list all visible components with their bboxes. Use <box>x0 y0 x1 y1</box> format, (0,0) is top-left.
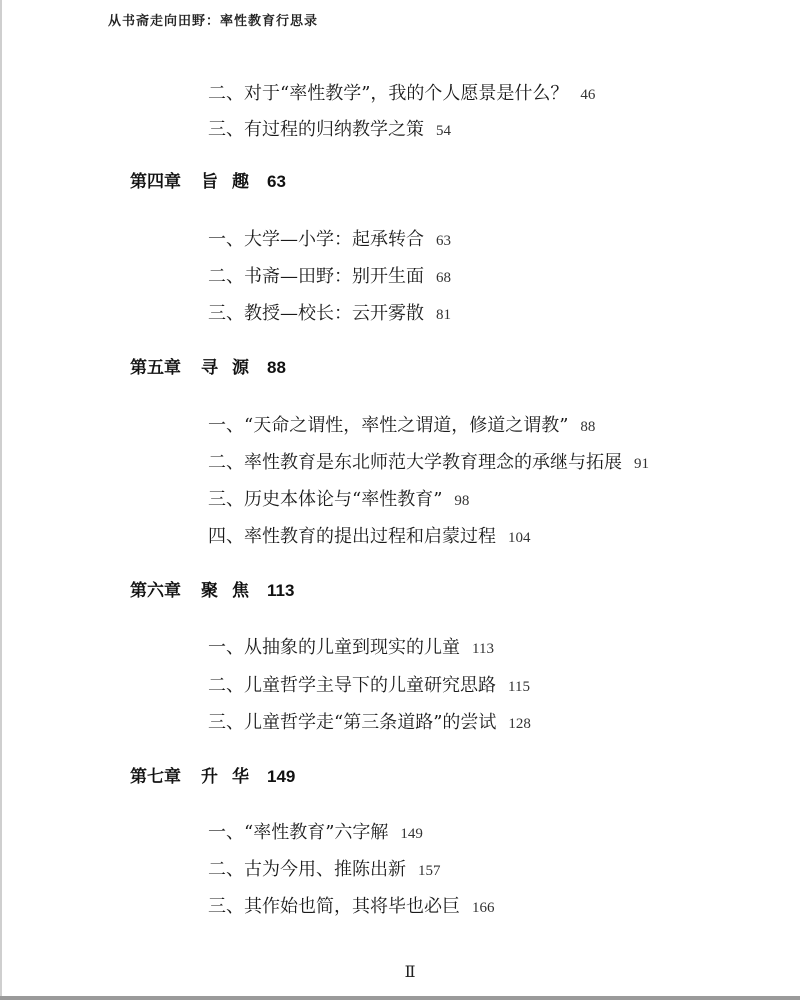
toc-entry-page-number: 68 <box>436 270 451 286</box>
toc-entry-title: 二、古为今用、推陈出新 <box>208 859 406 880</box>
toc-entry-page-number: 81 <box>436 307 451 323</box>
chapter-title: 升华 <box>201 767 263 787</box>
toc-entry[interactable] <box>208 637 494 660</box>
toc-entry-title: 二、对于“率性教学”，我的个人愿景是什么？ <box>208 83 569 104</box>
running-header: 从书斋走向田野：率性教育行思录 <box>108 14 319 29</box>
toc-entry[interactable] <box>208 303 451 326</box>
toc-entry-title: 一、从抽象的儿童到现实的儿童 <box>208 637 460 658</box>
chapter-heading[interactable] <box>130 766 295 788</box>
chapter-heading[interactable] <box>130 357 286 379</box>
toc-entry-page-number: 157 <box>418 863 441 879</box>
toc-entry[interactable] <box>208 266 451 289</box>
toc-entry-title: 二、率性教育是东北师范大学教育理念的承继与拓展 <box>208 452 622 473</box>
toc-entry-page-number: 54 <box>436 123 451 139</box>
toc-entry[interactable] <box>208 526 531 549</box>
chapter-number: 第六章 <box>130 581 181 601</box>
toc-entry-title: 一、大学—小学：起承转合 <box>208 229 424 250</box>
toc-entry[interactable] <box>208 415 595 438</box>
chapter-page-number: 88 <box>267 358 286 377</box>
toc-entry[interactable] <box>208 675 530 698</box>
chapter-page-number: 113 <box>267 581 295 600</box>
toc-entry-title: 四、率性教育的提出过程和启蒙过程 <box>208 526 496 547</box>
toc-entry-page-number: 104 <box>508 530 531 546</box>
toc-entry[interactable] <box>208 712 531 735</box>
chapter-heading[interactable] <box>130 171 286 193</box>
chapter-title: 寻源 <box>201 358 263 378</box>
toc-entry-title: 三、教授—校长：云开雾散 <box>208 303 424 324</box>
toc-entry-title: 一、“率性教育”六字解 <box>208 822 389 843</box>
toc-entry[interactable] <box>208 83 595 106</box>
toc-entry-title: 三、其作始也简，其将毕也必巨 <box>208 896 460 917</box>
page-folio: Ⅱ <box>404 964 416 981</box>
chapter-number: 第五章 <box>130 358 181 378</box>
toc-entry-title: 二、儿童哲学主导下的儿童研究思路 <box>208 675 496 696</box>
toc-entry[interactable] <box>208 452 649 475</box>
toc-entry-title: 二、书斋—田野：别开生面 <box>208 266 424 287</box>
toc-entry[interactable] <box>208 489 469 512</box>
chapter-title: 聚焦 <box>201 581 263 601</box>
toc-entry-page-number: 63 <box>436 233 451 249</box>
toc-entry-page-number: 113 <box>472 641 494 657</box>
toc-entry-title: 一、“天命之谓性，率性之谓道，修道之谓教” <box>208 415 569 436</box>
toc-entry[interactable] <box>208 859 441 882</box>
toc-entry-page-number: 98 <box>454 493 470 509</box>
toc-entry-title: 三、有过程的归纳教学之策 <box>208 119 424 140</box>
toc-entry-page-number: 46 <box>580 87 596 103</box>
chapter-page-number: 63 <box>267 172 286 191</box>
toc-entry-page-number: 88 <box>580 419 596 435</box>
toc-entry-page-number: 91 <box>634 456 649 472</box>
chapter-number: 第七章 <box>130 767 181 787</box>
page-bottom-edge <box>0 996 800 1000</box>
toc-entry-page-number: 166 <box>472 900 495 916</box>
chapter-number: 第四章 <box>130 172 181 192</box>
toc-entry-title: 三、儿童哲学走“第三条道路”的尝试 <box>208 712 497 733</box>
toc-entry-page-number: 128 <box>508 716 531 732</box>
toc-entry[interactable] <box>208 822 423 845</box>
toc-entry[interactable] <box>208 229 451 252</box>
toc-entry[interactable] <box>208 896 495 919</box>
toc-entry-page-number: 115 <box>508 679 530 695</box>
chapter-page-number: 149 <box>267 767 296 786</box>
chapter-title: 旨趣 <box>201 172 263 192</box>
chapter-heading[interactable] <box>130 580 294 602</box>
toc-entry-page-number: 149 <box>400 826 423 842</box>
toc-entry[interactable] <box>208 119 451 142</box>
toc-entry-title: 三、历史本体论与“率性教育” <box>208 489 443 510</box>
